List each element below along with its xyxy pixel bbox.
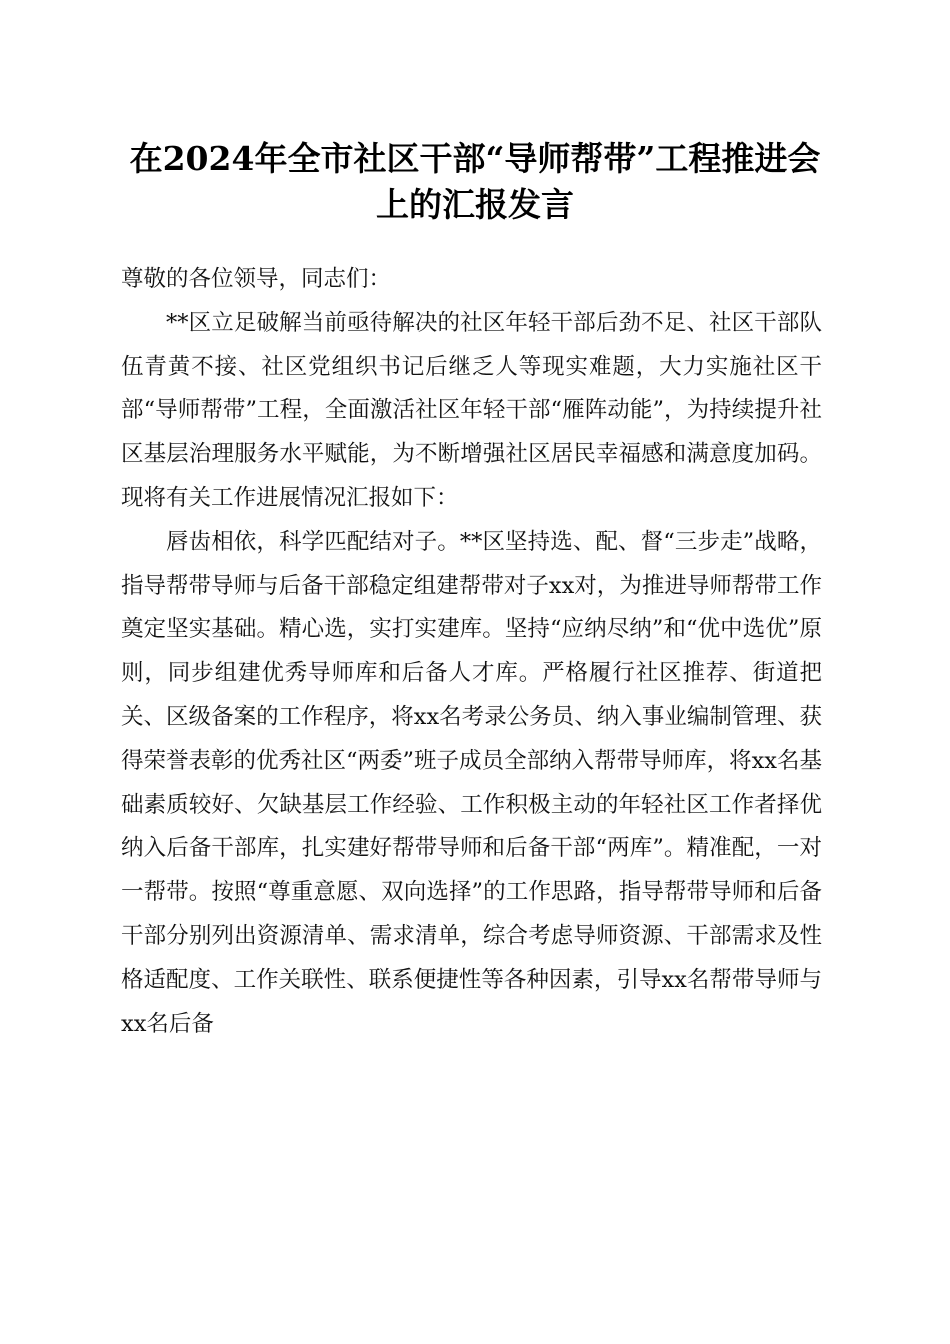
document-title: 在2024年全市社区干部“导师帮带”工程推进会上的汇报发言 xyxy=(129,139,821,224)
paragraph-intro: **区立足破解当前亟待解决的社区年轻干部后劲不足、社区干部队伍青黄不接、社区党组织书记后继乏人等现实难题，大力实施社区干部“导师帮带”工程，全面激活社区年轻干部“雁阵动能”，为持续提升社区基层治理服务水平赋能，为不断增强社区居民幸福感和满意度加码。现将有关工作进展情况汇报如下： xyxy=(121,309,822,511)
salutation: 尊敬的各位领导，同志们： xyxy=(121,266,392,292)
paragraph-pairing: 唇齿相依，科学匹配结对子。**区坚持选、配、督“三步走”战略，指导帮带导师与后备干部稳定组建帮带对子xx对，为推进导师帮带工作奠定坚实基础。精心选，实打实建库。坚持“应纳尽纳”和“优中选优”原则，同步组建优秀导师库和后备人才库。严格履行社区推荐、街道把关、区级备案的工作程序，将xx名考录公务员、纳入事业编制管理、获得荣誉表彰的优秀社区“两委”班子成员全部纳入帮带导师库，将xx名基础素质较好、欠缺基层工作经验、工作积极主动的年轻社区工作者择优纳入后备干部库，扎实建好帮带导师和后备干部“两库”。精准配，一对一帮带。按照“尊重意愿、双向选择”的工作思路，指导帮带导师和后备干部分别列出资源清单、需求清单，综合考虑导师资源、干部需求及性格适配度、工作关联性、联系便捷性等各种因素，引导xx名帮带导师与xx名后备 xyxy=(121,528,822,1037)
document-body xyxy=(121,258,822,1046)
